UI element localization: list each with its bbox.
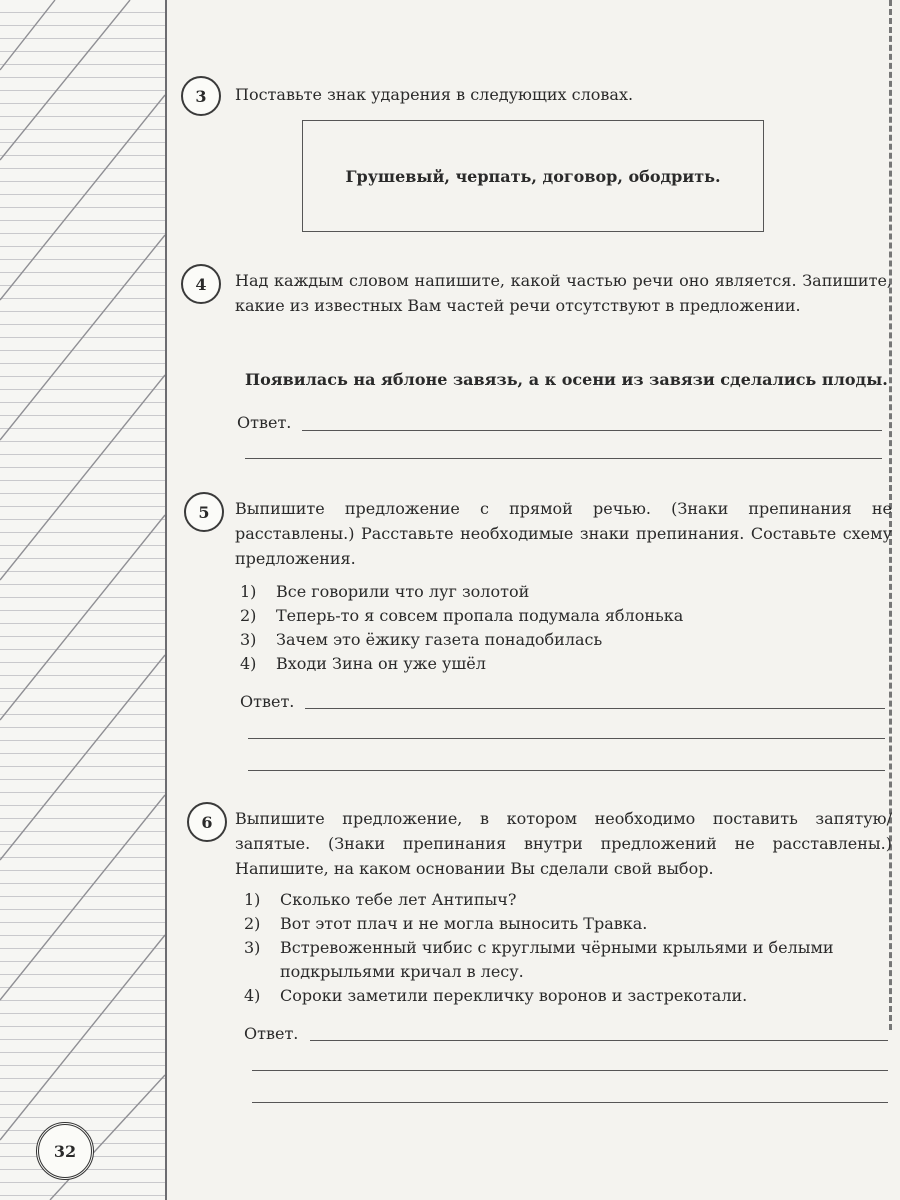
task-number: 3 (181, 76, 221, 116)
option-item: 3) Встревоженный чибис с круглыми чёрными крыльями и белыми (244, 938, 834, 957)
answer-label: Ответ. (240, 692, 295, 711)
answer-label: Ответ. (244, 1024, 299, 1043)
task-question: Выпишите предложение, в котором необходимо поставить запятую/запятые. (Знаки препинания внутри предложений не расставлены.) Напишите, на каком основании Вы сделали свой выбор. (235, 809, 892, 878)
answer-line[interactable] (248, 738, 885, 739)
option-item: 3) Зачем это ёжику газета понадобилась (240, 630, 603, 649)
option-item: подкрыльями кричал в лесу. (280, 962, 524, 981)
words-box: Грушевый, черпать, договор, ободрить. (302, 120, 764, 232)
diagonal-guide-lines (0, 0, 165, 1200)
answer-line[interactable] (252, 1102, 888, 1103)
answer-line[interactable] (305, 708, 885, 709)
task-sentence: Появилась на яблоне завязь, а к осени из завязи сделались плоды. (245, 370, 888, 389)
option-item: 1) Сколько тебе лет Антипыч? (244, 890, 517, 909)
margin-strip (0, 0, 167, 1200)
answer-label: Ответ. (237, 413, 292, 432)
option-item: 1) Все говорили что луг золотой (240, 582, 530, 601)
answer-line[interactable] (252, 1070, 888, 1071)
task-number: 4 (181, 264, 221, 304)
option-item: 2) Вот этот плач и не могла выносить Травка. (244, 914, 648, 933)
task-number: 6 (187, 802, 227, 842)
option-item: 4) Входи Зина он уже ушёл (240, 654, 486, 673)
page-number: 32 (36, 1122, 94, 1180)
answer-line[interactable] (245, 458, 882, 459)
task-question: Выпишите предложение с прямой речью. (Знаки препинания не расставлены.) Расставьте необходимые знаки препинания. Составьте схему предложения. (235, 499, 892, 568)
option-item: 2) Теперь-то я совсем пропала подумала яблонька (240, 606, 684, 625)
answer-line[interactable] (248, 770, 885, 771)
task-number: 5 (184, 492, 224, 532)
task-question: Над каждым словом напишите, какой частью речи оно является. Запишите, какие из известных Вам частей речи отсутствуют в предложении. (235, 271, 892, 315)
answer-line[interactable] (310, 1040, 888, 1041)
option-item: 4) Сороки заметили перекличку воронов и застрекотали. (244, 986, 748, 1005)
answer-line[interactable] (302, 430, 882, 431)
task-question: Поставьте знак ударения в следующих словах. (235, 85, 634, 104)
